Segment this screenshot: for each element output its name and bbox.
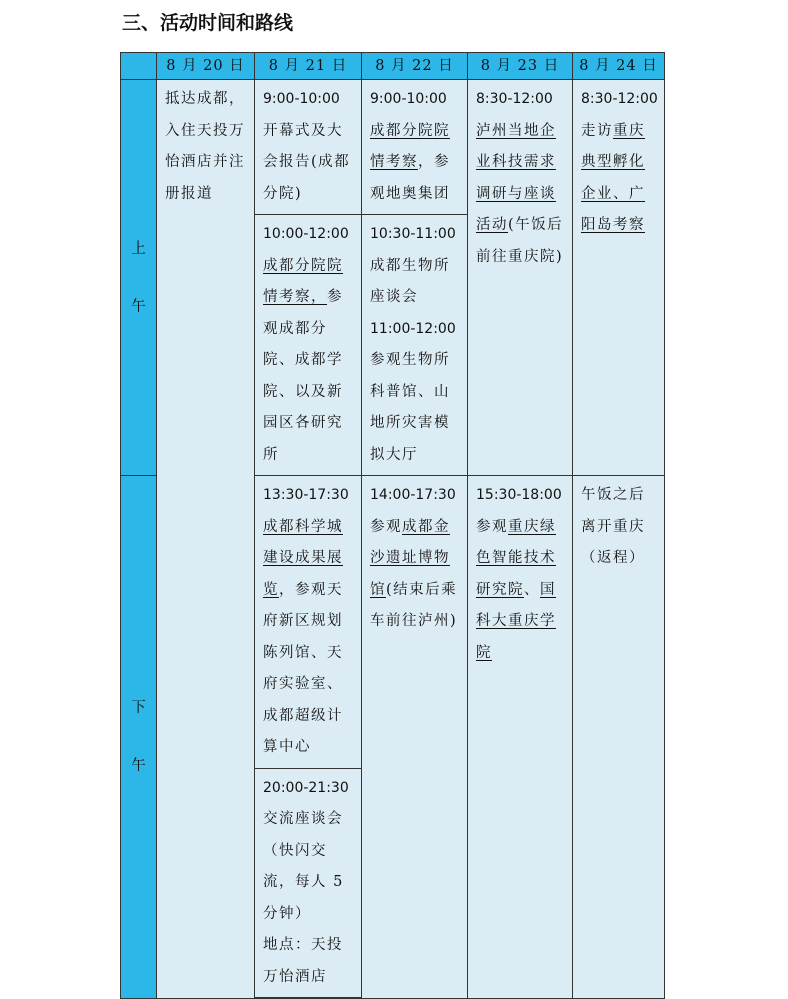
spacer-cell — [255, 998, 362, 999]
activity-link[interactable]: 重庆典型孵化企业、广阳岛考察 — [581, 122, 645, 233]
section-heading: 三、活动时间和路线 — [122, 12, 294, 34]
activity-link[interactable]: 成都分院院情考察， — [263, 257, 343, 305]
header-date-24: 8 月 24 日 — [573, 53, 665, 80]
activity-link[interactable]: 成都科学城建设成果展览 — [263, 518, 343, 598]
activity-text: 成都生物所座谈会 — [370, 257, 450, 305]
time-label: 10:00-12:00 — [263, 226, 349, 242]
cell-d23-s2 — [468, 476, 573, 999]
cell-d21-s1 — [255, 80, 362, 215]
time-label: 8:30-12:00 — [581, 91, 658, 107]
activity-link[interactable]: 成都金沙遗址博物馆 — [370, 518, 450, 598]
cell-d21-s4 — [255, 768, 362, 998]
time-label: 9:00-10:00 — [370, 91, 447, 107]
header-date-20: 8 月 20 日 — [157, 53, 255, 80]
am-row-1 — [121, 80, 665, 215]
cell-d23-s1 — [468, 80, 573, 476]
time-label: 9:00-10:00 — [263, 91, 340, 107]
time-label: 14:00-17:30 — [370, 487, 456, 503]
activity-link[interactable]: 国科大重庆学院 — [476, 581, 556, 661]
header-date-22: 8 月 22 日 — [362, 53, 468, 80]
cell-d24-s2 — [573, 476, 665, 999]
activity-link[interactable]: 重庆绿色智能技术研究院 — [476, 518, 556, 598]
activity-text: 参观成都分院、成都学院、以及新园区各研究所 — [263, 289, 343, 463]
activity-link[interactable]: 成都分院院情考察 — [370, 122, 450, 170]
activity-text: (午饭后前往重庆院) — [476, 217, 564, 265]
period-morning-char-2: 午 — [131, 298, 146, 315]
cell-d22-s2 — [362, 215, 468, 476]
activity-text: 参观生物所科普馆、山地所灾害模拟大厅 — [370, 352, 450, 463]
time-label: 11:00-12:00 — [370, 320, 456, 337]
activity-text: ，参观地奥集团 — [370, 154, 450, 202]
activity-text: 、 — [524, 581, 540, 598]
arrival-text: 抵达成都，入住天投万怡酒店并注册报道 — [165, 91, 245, 202]
time-label: 10:30-11:00 — [370, 226, 456, 242]
header-date-21: 8 月 21 日 — [255, 53, 362, 80]
activity-text: 参观 — [370, 518, 402, 535]
period-morning-char-1: 上 — [131, 240, 146, 257]
activity-text: 走访 — [581, 122, 613, 139]
period-afternoon-char-1: 下 — [131, 700, 146, 716]
activity-text: 参观 — [476, 518, 508, 535]
time-label: 15:30-18:00 — [476, 487, 562, 503]
cell-d21-s2 — [255, 215, 362, 476]
header-date-23: 8 月 23 日 — [468, 53, 573, 80]
activity-text: 午饭之后离开重庆（返程） — [581, 487, 645, 566]
activity-link[interactable]: 泸州当地企业科技需求调研与座谈活动 — [476, 122, 556, 233]
header-row — [121, 53, 665, 80]
period-afternoon — [121, 476, 157, 999]
cell-d22-s1 — [362, 80, 468, 215]
cell-d20-arrival — [157, 80, 255, 999]
time-label: 20:00-21:30 — [263, 779, 349, 796]
period-afternoon-char-2: 午 — [131, 758, 146, 774]
activity-text: 交流座谈会（快闪交流，每人 5 分钟） — [263, 811, 344, 922]
cell-d22-s4 — [362, 476, 468, 999]
activity-text: 开幕式及大会报告(成都分院) — [263, 122, 351, 202]
time-label: 13:30-17:30 — [263, 487, 349, 503]
period-morning — [121, 80, 157, 476]
cell-d24-s1 — [573, 80, 665, 476]
activity-place: 地点：天投万怡酒店 — [263, 937, 343, 985]
schedule-table — [120, 52, 665, 999]
activity-text: ，参观天府新区规划陈列馆、天府实验室、成都超级计算中心 — [263, 581, 343, 755]
header-corner — [121, 53, 157, 80]
activity-text: (结束后乘车前往泸州) — [370, 581, 458, 629]
cell-d21-s3 — [255, 476, 362, 769]
time-label: 8:30-12:00 — [476, 91, 553, 107]
